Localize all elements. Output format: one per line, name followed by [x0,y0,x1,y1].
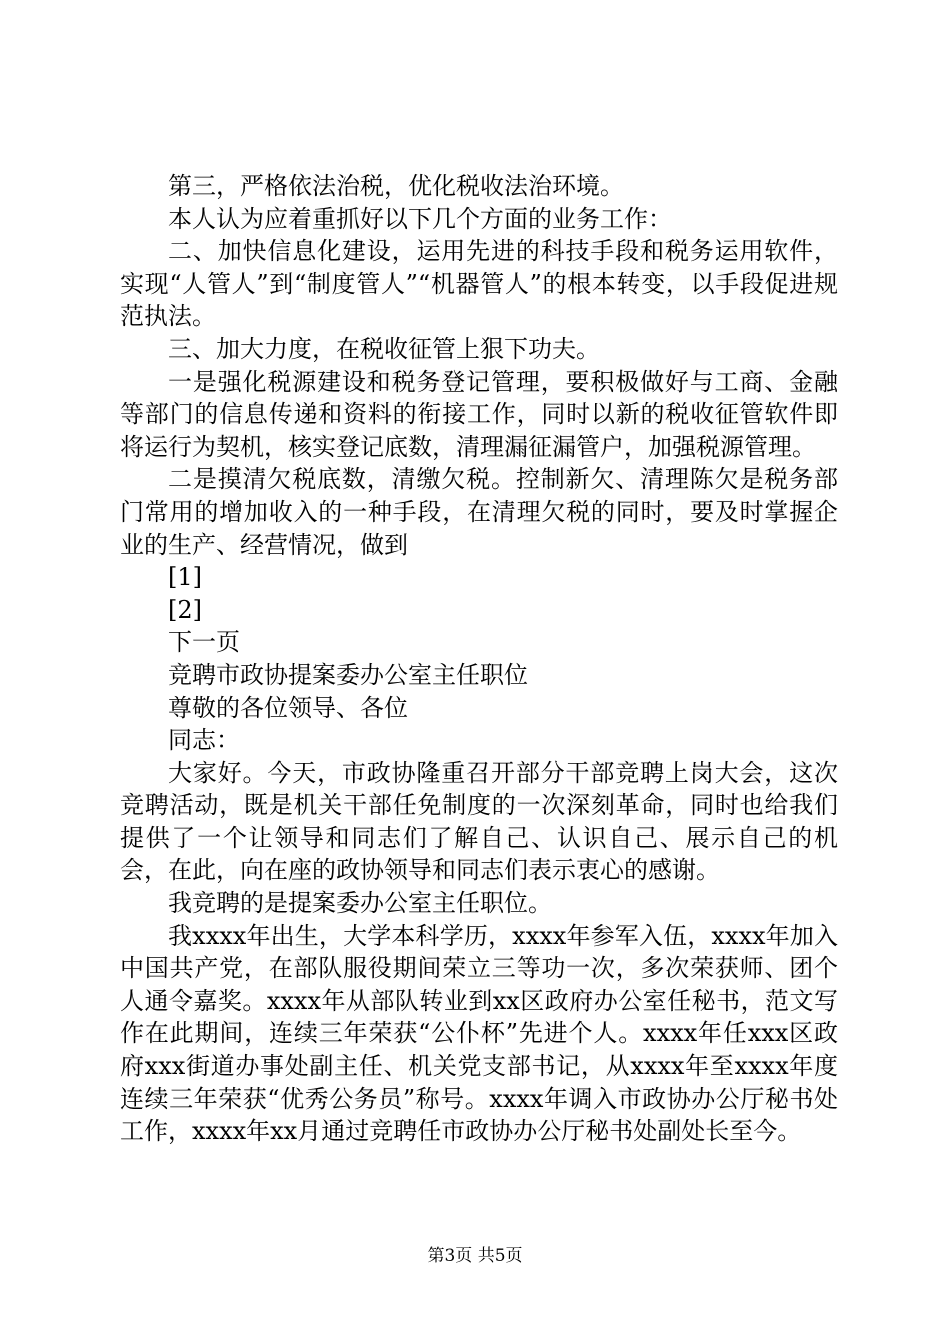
paragraph: 我xxxx年出生，大学本科学历，xxxx年参军入伍，xxxx年加入中国共产党，在部队服役期间荣立三等功一次，多次荣获师、团个人通令嘉奖。xxxx年从部队转业到xx区政府办公室任秘书，范文写作在此期间，连续三年荣获“公仆杯”先进个人。xxxx年任xxx区政府xxx街道办事处副主任、机关党支部书记，从xxxx年至xxxx年度连续三年荣获“优秀公务员”称号。xxxx年调入市政协办公厅秘书处工作，xxxx年xx月通过竞聘任市政协办公厅秘书处副处长至今。 [120,921,838,1146]
page-link-2[interactable]: [2] [168,595,202,624]
salutation-line: 同志： [168,726,240,755]
article-title: 竞聘市政协提案委办公室主任职位 [168,660,528,689]
page-link-1[interactable]: [1] [168,563,202,592]
paragraph: 二、加快信息化建设，运用先进的科技手段和税务运用软件，实现“人管人”到“制度管人”“机器管人”的根本转变，以手段促进规范执法。 [120,237,838,331]
paragraph: 一是强化税源建设和税务登记管理，要积极做好与工商、金融等部门的信息传递和资料的衔接工作，同时以新的税收征管软件即将运行为契机，核实登记底数，清理漏征漏管户，加强税源管理。 [120,367,838,461]
next-page-link[interactable]: 下一页 [168,628,240,657]
document-body [120,170,838,1148]
page-number-footer: 第3页 共5页 [427,1246,523,1266]
paragraph: 大家好。今天，市政协隆重召开部分干部竞聘上岗大会，这次竞聘活动，既是机关干部任免制度的一次深刻革命，同时也给我们提供了一个让领导和同志们了解自己、认识自己、展示自己的机会，在此，向在座的政协领导和同志们表示衷心的感谢。 [120,758,838,885]
paragraph: 三、加大力度，在税收征管上狠下功夫。 [168,334,600,363]
paragraph: 本人认为应着重抓好以下几个方面的业务工作： [168,204,672,233]
paragraph: 第三，严格依法治税，优化税收法治环境。 [168,172,624,200]
paragraph: 二是摸清欠税底数，清缴欠税。控制新欠、清理陈欠是税务部门常用的增加收入的一种手段，在清理欠税的同时，要及时掌握企业的生产、经营情况，做到 [120,465,838,559]
salutation-line: 尊敬的各位领导、各位 [168,693,408,722]
paragraph: 我竞聘的是提案委办公室主任职位。 [168,889,552,918]
